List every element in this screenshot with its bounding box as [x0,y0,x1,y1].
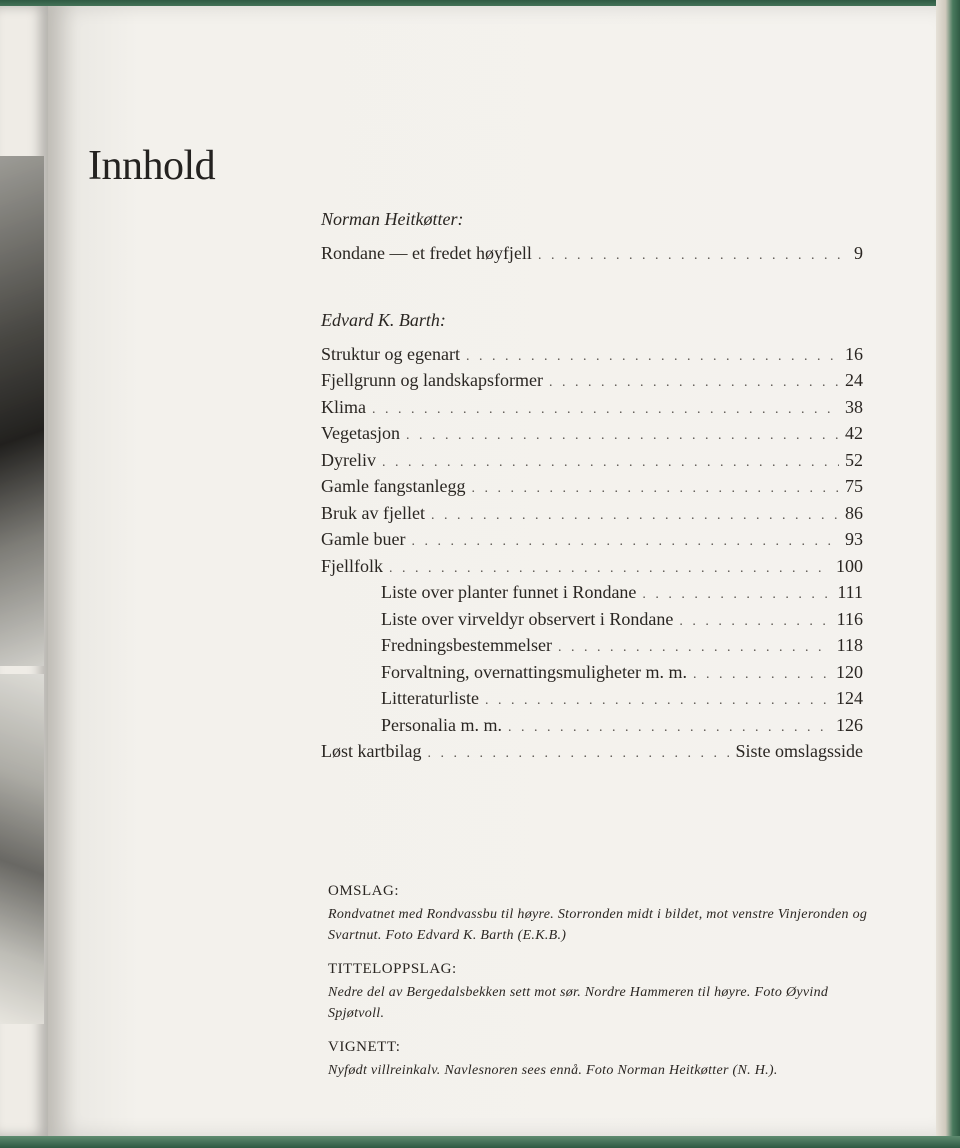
table-of-contents [321,202,863,765]
toc-subentry[interactable] [321,712,863,739]
section-author: Norman Heitkøtter: [321,209,464,229]
toc-subentry[interactable] [321,606,863,633]
credit-label: VIGNETT: [328,1039,401,1055]
toc-entry-page: 93 [845,529,863,549]
dot-leader [427,741,729,768]
toc-entry[interactable] [321,420,863,447]
toc-entry-page: 118 [836,635,863,655]
toc-entry-page: 111 [837,582,863,602]
credit-text: Nyfødt villreinkalv. Navlesnoren sees ennå. Foto Norman Heitkøtter (N. H.). [328,1063,778,1078]
credit-text: Nedre del av Bergedalsbekken sett mot sør. Nordre Hammeren til høyre. Foto Øyvind Spjøtvoll. [328,985,829,1021]
toc-entry[interactable] [321,367,863,394]
toc-entry-title: Løst kartbilag [321,741,422,761]
section-author: Edvard K. Barth: [321,309,446,330]
toc-entry-page: 75 [845,476,863,496]
toc-entry-title: Forvaltning, overnattingsmuligheter m. m. [381,661,687,682]
credit-titteloppslag [328,956,888,1024]
dot-leader [485,688,830,715]
photo-credits [328,878,888,1091]
toc-entry-title: Liste over planter funnet i Rondane [381,582,637,602]
dot-leader [693,662,830,689]
book-cover-edge [936,0,960,1148]
toc-entry-page: 116 [836,608,863,629]
toc-entry-title: Dyreliv [321,449,376,470]
toc-entry-title: Fjellfolk [321,555,383,576]
toc-entry-title: Klima [321,396,366,417]
toc-entry-title: Gamle buer [321,529,406,549]
toc-entry[interactable] [321,473,863,500]
toc-entry-title: Fredningsbestemmelser [381,635,552,655]
toc-entry[interactable] [321,240,863,267]
toc-entry-title: Rondane — et fredet høyfjell [321,243,532,263]
toc-entry-title: Vegetasjon [321,423,400,443]
toc-entry-page: 124 [836,688,863,708]
credit-vignett [328,1034,888,1081]
dot-leader [431,503,839,530]
toc-entry-page: 24 [845,370,863,390]
toc-subentry[interactable] [321,632,863,659]
toc-entry-page: 42 [845,423,863,443]
toc-entry-title: Bruk av fjellet [321,502,425,523]
toc-entry-page: 86 [845,502,863,523]
dot-leader [406,423,839,450]
toc-entry-title: Litteraturliste [381,688,479,708]
toc-entry[interactable] [321,341,863,368]
dot-leader [471,476,839,503]
toc-entry-title: Fjellgrunn og landskapsformer [321,370,543,390]
toc-entry-title: Gamle fangstanlegg [321,476,466,496]
dot-leader [549,370,839,397]
dot-leader [372,397,839,424]
toc-entry[interactable] [321,394,863,421]
toc-entry[interactable] [321,553,863,580]
facing-page-photo [0,156,44,666]
toc-entry[interactable] [321,526,863,553]
toc-entry[interactable] [321,738,863,765]
credit-label: TITTELOPPSLAG: [328,961,457,977]
toc-entry[interactable] [321,447,863,474]
toc-subentry[interactable] [321,659,863,686]
page-title: Innhold [88,143,216,189]
toc-subentry[interactable] [321,685,863,712]
toc-entry-page: 38 [845,396,863,417]
toc-entry-page: 126 [836,714,863,735]
dot-leader [538,243,848,270]
facing-page-photo [0,674,44,1024]
credit-omslag [328,878,888,946]
toc-entry-page: 52 [845,449,863,470]
toc-entry-page: Siste omslagsside [735,741,863,761]
toc-subentry[interactable] [321,579,863,606]
contents-page [48,6,938,1136]
dot-leader [411,529,839,556]
toc-entry-title: Personalia m. m. [381,714,502,735]
toc-entry-title: Liste over virveldyr observert i Rondane [381,608,674,629]
facing-page [0,6,48,1136]
toc-entry-page: 120 [836,661,863,682]
toc-entry-page: 9 [854,243,863,263]
credit-label: OMSLAG: [328,883,400,899]
toc-entry-title: Struktur og egenart [321,343,460,364]
dot-leader [679,609,830,636]
toc-entry-page: 16 [845,343,863,364]
credit-text: Rondvatnet med Rondvassbu til høyre. Storronden midt i bildet, mot venstre Vinjeronden og Svartnut. Foto Edvard K. Barth (E.K.B.) [328,907,868,943]
toc-entry-page: 100 [836,555,863,576]
book-cover-edge [0,1136,960,1148]
toc-entry[interactable] [321,500,863,527]
